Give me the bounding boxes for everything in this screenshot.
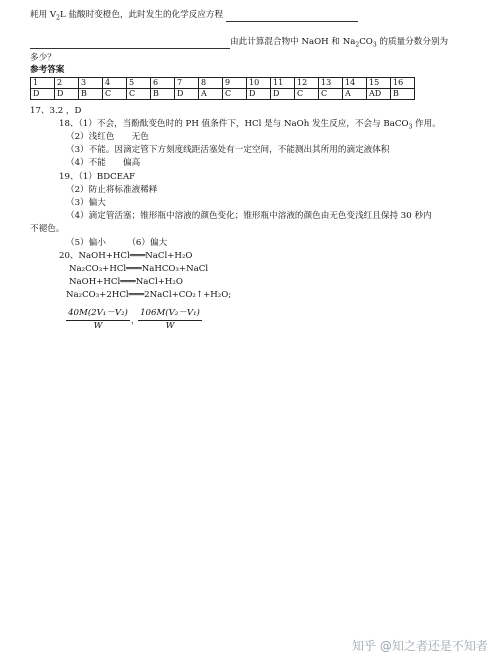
answer-table-answers-row: [31, 89, 415, 100]
fraction-na2co3: [138, 308, 202, 331]
answer-18-part-4: （4）不能 偏高: [66, 158, 141, 168]
answer-table-number-cell: 8: [199, 78, 223, 89]
answer-table-number-cell: 3: [79, 78, 103, 89]
answer-table-answer-cell: C: [103, 89, 127, 100]
answer-table-answer-cell: B: [79, 89, 103, 100]
question-line-2: 由此计算混合物中 NaOH 和 $Na_2CO_3$ 的质量分数分别为: [30, 37, 448, 49]
answer-table-number-cell: 9: [223, 78, 247, 89]
answer-table-number-cell: 12: [295, 78, 319, 89]
answers-heading: 参考答案: [30, 65, 65, 75]
answer-table-answer-cell: C: [223, 89, 247, 100]
answer-table-number-cell: 6: [151, 78, 175, 89]
answer-table-number-cell: 14: [343, 78, 367, 89]
answer-table-answer-cell: B: [391, 89, 415, 100]
answer-table-answer-cell: C: [127, 89, 151, 100]
fraction-na2co3-numerator: 106M(V₂－V₁): [140, 308, 200, 318]
answer-table-answer-cell: D: [31, 89, 55, 100]
answer-table-number-cell: 16: [391, 78, 415, 89]
answer-19-part-2: （2）防止将标准液稀释: [66, 185, 158, 195]
fraction-separator: ，: [131, 316, 140, 326]
answer-table-answer-cell: D: [55, 89, 79, 100]
answer-table-answer-cell: D: [175, 89, 199, 100]
answer-table-number-cell: 4: [103, 78, 127, 89]
answer-19-part-3: （3）偏大: [66, 198, 106, 208]
answer-table-answer-cell: A: [343, 89, 367, 100]
answer-table-number-cell: 1: [31, 78, 55, 89]
fraction-na2co3-denominator: W: [165, 320, 175, 331]
equation-1: 20、NaOH+HCl═══NaCl+H₂O: [59, 251, 193, 261]
answer-table-answer-cell: D: [247, 89, 271, 100]
answer-table-number-cell: 7: [175, 78, 199, 89]
fraction-naoh-denominator: W: [93, 320, 103, 331]
answer-table-number-cell: 13: [319, 78, 343, 89]
fraction-naoh-numerator: 40M(2V₁－V₂): [68, 308, 128, 318]
answer-blank: [226, 21, 358, 22]
answer-18-part-2: （2）浅红色 无色: [66, 132, 149, 142]
equation-4: Na₂CO₃+2HCl═══2NaCl+CO₂↑+H₂O;: [66, 290, 232, 300]
answer-table-numbers-row: [31, 78, 415, 89]
answer-table-answer-cell: C: [295, 89, 319, 100]
answer-18-part-1: 18、（1）不会，当酚酞变色时的 PH 值条件下，HCl 是与 NaOh 发生反应，不会与 BaCO$_3$ 作用。: [59, 119, 441, 131]
question-line-1: 耗用 $V_2L$ 盐酸时变橙色，此时发生的化学反应方程: [30, 10, 358, 22]
answer-17: 17、3.2 ，D: [30, 106, 82, 116]
answer-19-part-4-continued: 不褪色。: [30, 224, 65, 234]
answer-table-number-cell: 11: [271, 78, 295, 89]
answer-table: [30, 77, 415, 100]
answer-19-part-5-6: （5）偏小 （6）偏大: [66, 238, 168, 248]
answer-table-number-cell: 5: [127, 78, 151, 89]
answer-18-part-3: （3）不能。因滴定管下方刻度线距活塞处有一定空间，不能测出其所用的滴定液体积: [66, 145, 390, 155]
question-line-3: 多少？: [30, 53, 56, 63]
answer-table-number-cell: 10: [247, 78, 271, 89]
answer-table-answer-cell: B: [151, 89, 175, 100]
equation-2: Na₂CO₃+HCl═══NaHCO₃+NaCl: [69, 264, 209, 274]
answer-19-part-1: 19、（1）BDCEAF: [59, 172, 136, 182]
equation-3: NaOH+HCl═══NaCl+H₂O: [69, 277, 183, 287]
answer-table-answer-cell: D: [271, 89, 295, 100]
answer-table-number-cell: 15: [367, 78, 391, 89]
answer-19-part-4: （4）滴定管活塞；锥形瓶中溶液的颜色变化；锥形瓶中溶液的颜色由无色变浅红且保持 30 秒内: [66, 211, 432, 221]
answer-table-number-cell: 2: [55, 78, 79, 89]
watermark: 知乎 @知之者还是不知者: [352, 639, 488, 653]
answer-blank: [30, 48, 230, 49]
answer-table-answer-cell: C: [319, 89, 343, 100]
fraction-naoh: [66, 308, 130, 331]
answer-table-answer-cell: AD: [367, 89, 391, 100]
answer-table-answer-cell: A: [199, 89, 223, 100]
